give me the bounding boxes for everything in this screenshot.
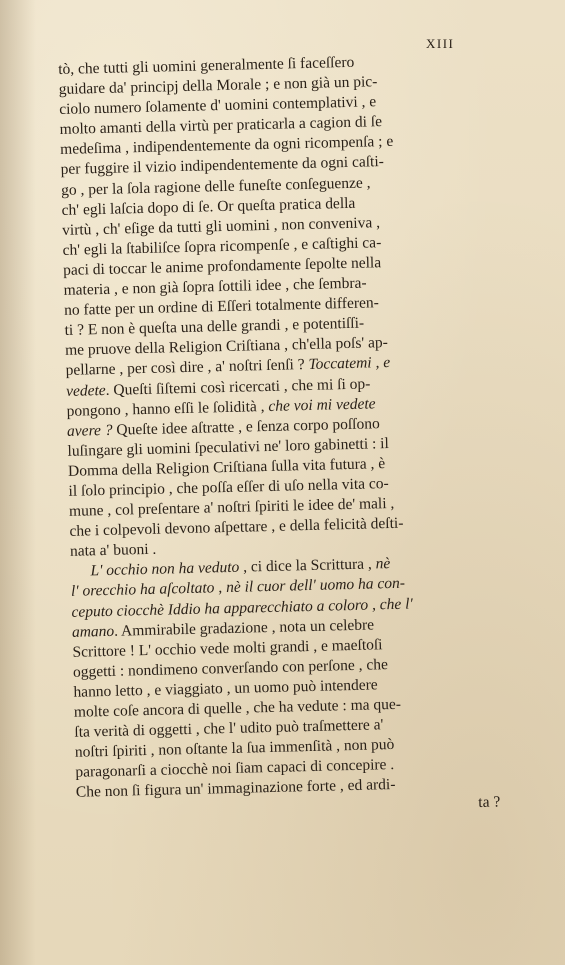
text-run: oggetti : nondimeno converſando con perſone , che <box>72 655 389 681</box>
text-run: Che non ſi figura un' immaginazione forte , ed ardi- <box>75 776 396 802</box>
text-run: medeſima , indipendentemente da ogni ricompenſa ; e <box>59 133 394 159</box>
italic-text-run: Toccatemi , e <box>308 354 391 374</box>
text-run: che i colpevoli devono aſpettare , e della felicità deſti- <box>69 514 404 541</box>
text-run: ti ? E non è queſta una delle grandi , e potentiſſi- <box>64 314 365 340</box>
text-run: . Ammirabile gradazione , nota un celebre <box>113 616 375 640</box>
text-run: il ſolo principio , che poſſa eſſer di uſo nella vita co- <box>68 475 389 500</box>
italic-text-run: vedete <box>65 381 106 400</box>
text-run: go , per la ſola ragione delle funeſte conſeguenze , <box>60 173 371 199</box>
text-run: tò, che tutti gli uomini generalmente ſi faceſſero <box>58 53 355 78</box>
text-run: no fatte per un ordine di Eſſeri totalmente differen- <box>63 294 380 320</box>
italic-text-run: nè il cuor dell' uomo ha con- <box>225 575 406 597</box>
italic-text-run: nè <box>375 555 391 573</box>
text-run: ſta verità di oggetti , che l' udito può traſmettere a' <box>74 716 384 741</box>
text-run: noſtri ſpiriti , non oſtante la ſua immenſità , non può <box>74 736 395 761</box>
text-run: molto amanti della virtù per praticarla a cagion di ſe <box>59 113 383 139</box>
italic-text-run: avere ? <box>66 421 113 440</box>
text-run: pellarne , per così dire , a' noſtri ſenſi ? <box>65 356 309 380</box>
text-run: , ci dice la Scrittura , <box>239 555 376 577</box>
italic-text-run: L' occhio non ha veduto <box>90 559 240 580</box>
text-run: ch' egli laſcia dopo di ſe. Or queſta pratica della <box>61 194 356 219</box>
text-run: virtù , ch' eſige da tutti gli uomini , non conveniva , <box>61 213 381 239</box>
text-run: luſingare gli uomini ſpeculativi ne' loro gabinetti : il <box>67 434 390 460</box>
text-run: paci di toccar le anime profondamente ſepolte nella <box>62 254 382 279</box>
text-run: pongono , hanno eſſi le ſolidità , <box>66 397 269 420</box>
text-run: ch' egli la ſtabiliſce ſopra ricompenſe , e caſtighi ca- <box>62 234 382 259</box>
text-run: hanno letto , e viaggiato , un uomo può intendere <box>73 676 378 701</box>
text-run: Domma della Religion Criſtiana ſulla vita futura , è <box>67 455 386 480</box>
text-run: ta ? <box>478 793 501 812</box>
text-run: nata a' buoni . <box>69 540 157 561</box>
text-run: Queſte idee aſtratte , e ſenza corpo poſſono <box>112 414 380 439</box>
body-text <box>58 49 537 824</box>
text-run: guidare da' principj della Morale ; e non già un pic- <box>58 73 378 99</box>
italic-text-run: che voi mi vedete <box>268 394 376 415</box>
text-run: Scrittore ! L' occhio vede molti grandi , e maeſtoſi <box>72 635 383 661</box>
italic-text-run: ceputo ciocchè Iddio ha apparecchiato a coloro , che l' <box>71 595 413 621</box>
text-run: me pruove della Religion Criſtiana , ch'ella poſs' ap- <box>64 334 389 360</box>
text-run: molte coſe ancora di quelle , che ha vedute : ma que- <box>73 695 402 721</box>
page-gutter-shadow <box>0 0 36 965</box>
text-run: per fuggire il vizio indipendentemente da ogni caſti- <box>60 153 385 179</box>
page-number: XIII <box>426 36 455 51</box>
italic-text-run: l' orecchio ha aſcoltato , <box>70 579 227 601</box>
text-run: materia , e non già ſopra ſottili idee , che ſembra- <box>63 274 367 299</box>
italic-text-run: amano <box>71 622 115 641</box>
text-run: paragonarſi a ciocchè noi ſiam capaci di concepire . <box>75 756 395 782</box>
text-run: ciolo numero ſolamente d' uomini contemplativi , e <box>59 93 377 119</box>
text-run: mune , col preſentare a' noſtri ſpiriti le idee de' mali , <box>68 494 395 520</box>
text-run: . Queſti ſiſtemi così ricercati , che mi ſi op- <box>105 374 371 399</box>
